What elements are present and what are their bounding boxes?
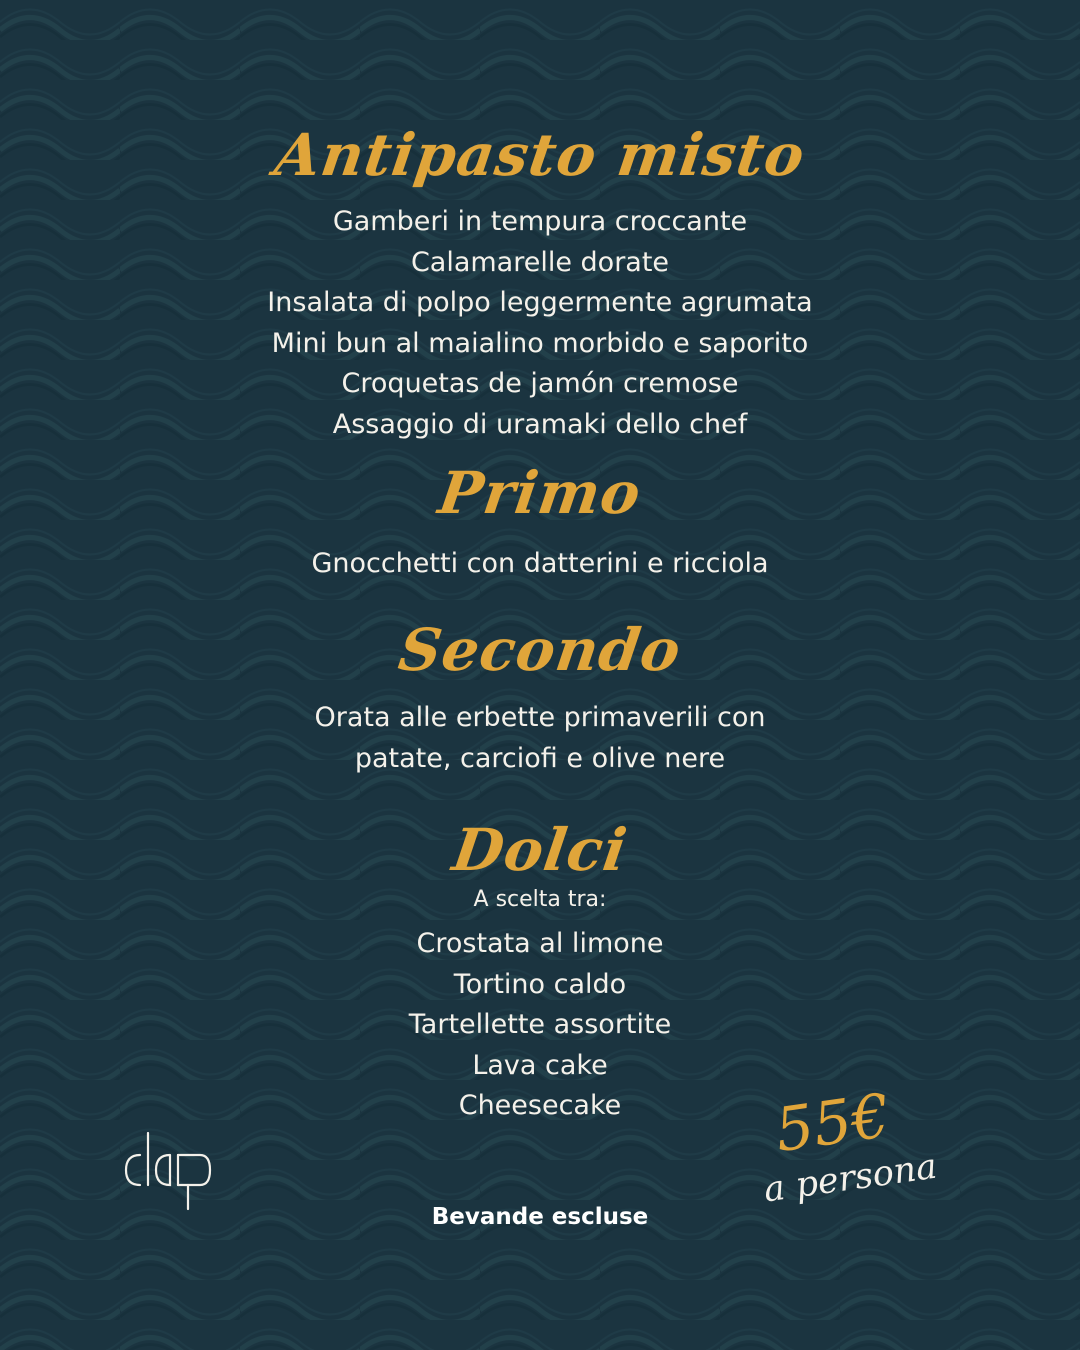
menu-item: Croquetas de jamón cremose [341,368,739,399]
price-unit: a persona [761,1146,940,1211]
price-amount: 55€ [771,1080,895,1167]
dolci-choice-note: A scelta tra: [473,887,607,912]
secondo-title: Secondo [394,616,686,684]
secondo-list [0,698,1080,779]
price-tag [751,1072,969,1238]
menu-item: Crostata al limone [416,928,664,959]
primo-title: Primo [434,459,646,527]
antipasto-title: Antipasto misto [270,121,810,189]
menu-item: Calamarelle dorate [410,246,670,278]
menu-item: Gamberi in tempura croccante [332,206,748,237]
drinks-excluded-note: Bevande escluse [431,1204,649,1230]
menu-item: patate, carciofi e olive nere [354,742,726,774]
menu-item: Tartellette assortite [408,1009,672,1040]
menu-item: Gnocchetti con datterini e ricciola [311,548,769,579]
menu-item: Mini bun al maialino morbido e saporito [271,327,809,359]
menu-item: Assaggio di uramaki dello chef [332,408,748,440]
menu-item: Orata alle erbette primaverili con [314,702,766,733]
dolci-title: Dolci [448,816,632,884]
menu-item: Insalata di polpo leggermente agrumata [267,287,813,318]
antipasto-list [0,202,1080,445]
menu-item: Tortino caldo [453,968,627,1000]
menu-item: Cheesecake [458,1090,622,1121]
primo-list [0,544,1080,585]
menu-item: Lava cake [472,1049,608,1081]
